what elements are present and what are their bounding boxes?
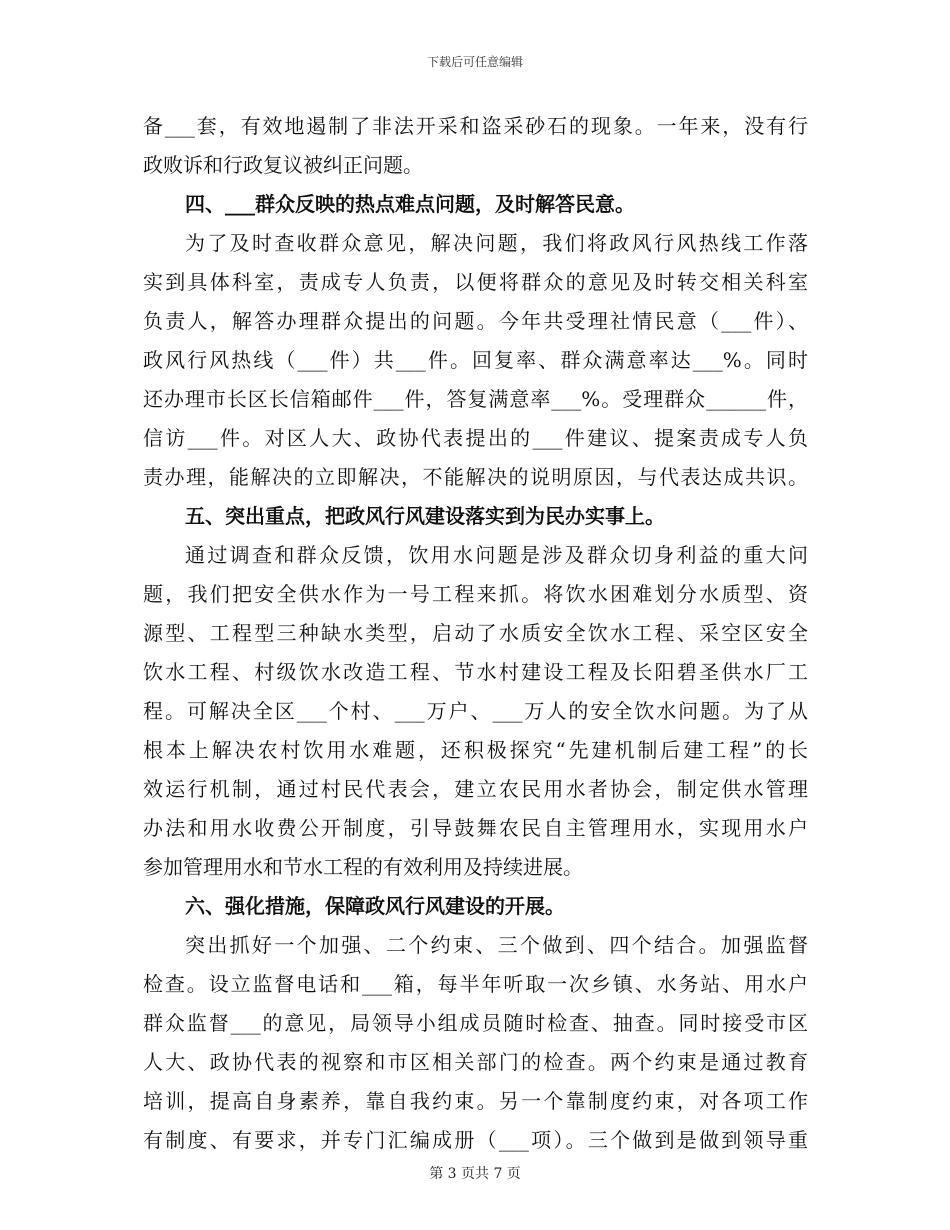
paragraph-line: 负责人，解答办理群众提出的问题。今年共受理社情民意（___件）、 (143, 309, 808, 333)
paragraph-line: 培训，提高自身素养，靠自我约束。另一个靠制度约束，对各项工作 (143, 1089, 808, 1113)
paragraph-line: 根本上解决农村饮用水难题，还积极探究“先建机制后建工程”的长 (143, 738, 808, 762)
paragraph-line: 还办理市长区长信箱邮件___件，答复满意率___%。受理群众______件， (143, 387, 808, 411)
page-footer: 第 3 页共 7 页 (429, 1166, 521, 1182)
paragraph-line: 检查。设立监督电话和___箱，每半年听取一次乡镇、水务站、用水户 (143, 972, 808, 996)
section-heading: 五、突出重点，把政风行风建设落实到为民办实事上。 (185, 504, 665, 528)
paragraph-line: 效运行机制，通过村民代表会，建立农民用水者协会，制定供水管理 (143, 777, 808, 801)
section-heading: 六、强化措施，保障政风行风建设的开展。 (185, 894, 565, 918)
paragraph-line: 有制度、有要求，并专门汇编成册（___项）。三个做到是做到领导重 (143, 1128, 808, 1152)
paragraph-line: 政风行风热线（___件）共___件。回复率、群众满意率达___%。同时 (143, 348, 808, 372)
paragraph-first-line: 为了及时查收群众意见，解决问题，我们将政风行风热线工作落 (185, 231, 808, 255)
paragraph-line: 责办理，能解决的立即解决，不能解决的说明原因，与代表达成共识。 (143, 465, 808, 489)
paragraph-line: 参加管理用水和节水工程的有效利用及持续进展。 (143, 855, 583, 879)
paragraph-line: 题，我们把安全供水作为一号工程来抓。将饮水困难划分水质型、资 (143, 582, 808, 606)
paragraph-line: 实到具体科室，责成专人负责，以便将群众的意见及时转交相关科室 (143, 270, 808, 294)
paragraph-line: 信访___件。对区人大、政协代表提出的___件建议、提案责成专人负 (143, 426, 808, 450)
paragraph-line: 群众监督___的意见，局领导小组成员随时检查、抽查。同时接受市区 (143, 1011, 808, 1035)
document-body (143, 107, 808, 1160)
page-header: 下载后可任意编辑 (426, 55, 523, 69)
paragraph-line: 程。可解决全区___个村、___万户、___万人的安全饮水问题。为了从 (143, 699, 808, 723)
paragraph-line: 饮水工程、村级饮水改造工程、节水村建设工程及长阳碧圣供水厂工 (143, 660, 808, 684)
section-heading: 四、___群众反映的热点难点问题，及时解答民意。 (185, 192, 635, 216)
paragraph-line: 办法和用水收费公开制度，引导鼓舞农民自主管理用水，实现用水户 (143, 816, 808, 840)
paragraph-first-line: 通过调查和群众反馈，饮用水问题是涉及群众切身利益的重大问 (185, 543, 808, 567)
paragraph-line: 源型、工程型三种缺水类型，启动了水质安全饮水工程、采空区安全 (143, 621, 808, 645)
paragraph-first-line: 突出抓好一个加强、二个约束、三个做到、四个结合。加强监督 (185, 933, 808, 957)
paragraph-line: 备___套，有效地遏制了非法开采和盗采砂石的现象。一年来，没有行 (143, 114, 808, 138)
paragraph-line: 政败诉和行政复议被纠正问题。 (143, 153, 423, 177)
paragraph-line: 人大、政协代表的视察和市区相关部门的检查。两个约束是通过教育 (143, 1050, 808, 1074)
